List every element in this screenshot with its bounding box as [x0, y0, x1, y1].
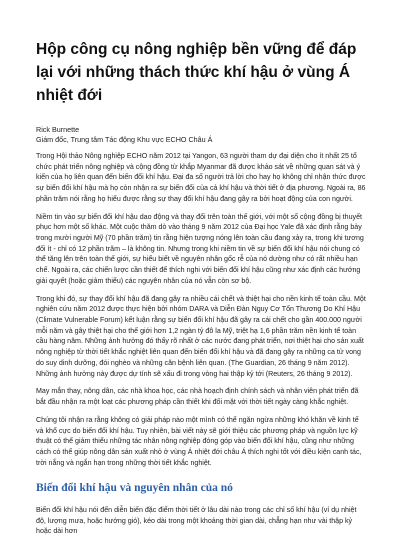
paragraph-2: Niềm tin vào sự biến đổi khí hậu dao động và thay đổi trên toàn thế giới, với một số cộng đồng bị thuyết phục hơn một số khác. Một cuộc thăm dò vào tháng 9 năm 2012 của Đại học Yale đã xác định rằng bảy trong mười người Mỹ (70 phần trăm) tin rằng hiện tượng nóng lên toàn cầu đang xảy ra, trong khi tương đối ít - chỉ có 12 phần trăm – là không tin. Nhưng trong khi niềm tin về sự biến đổi khí hậu nói chung có thể tăng lên trên toàn thế giới, sự hiểu biết về nguyên nhân gốc rễ của nó dường như có rất nhiều hạn chế. Ngoài ra, các chiến lược cần thiết để thích nghi với biến đổi khí hậu cũng như xác định các hướng giải quyết (hoặc giảm thiểu) các nguyên nhân của nó vẫn còn sơ bộ.	[36, 212, 364, 285]
author-name: Rick Burnette	[36, 125, 80, 134]
paragraph-4: May mắn thay, nông dân, các nhà khoa học, các nhà hoạch định chính sách và nhân viên phát triển đã bắt đầu nhận ra một loạt các phương pháp cần thiết khi đối mặt với thời tiết ngày càng khắc nghiệt.	[36, 387, 359, 407]
paragraph-1: Trong Hội thảo Nông nghiệp ECHO năm 2012 tại Yangon, 63 người tham dự đại diện cho ít nhất 25 tổ chức phát triển nông nghiệp và cộng đồng từ khắp Myanmar đã được khảo sát về những quan sát và ý kiến của họ liên quan đến biến đổi khí hậu. Đại đa số người trả lời cho hay họ không chỉ nhận thức được sự biến đổi khí hậu mà họ còn nhận ra sự biến đổi của cả khí hậu và thời tiết ở địa phương. Ngoài ra, 86 phần trăm nói rằng họ hiểu được rằng sự thay đổi khí hậu đang gây ra bởi hoạt động của con người.	[36, 152, 366, 203]
author-role: Giám đốc, Trung tâm Tác động Khu vực ECHO Châu Á	[36, 135, 213, 144]
author-block	[36, 125, 368, 145]
paragraph-3: Trong khi đó, sự thay đổi khí hậu đã đang gây ra nhiều cái chết và thiệt hại cho nền kinh tế toàn cầu. Một nghiên cứu năm 2012 được thực hiện bởi nhóm DARA và Diễn Đàn Nguy Cơ Tổn Thương Do Khí Hậu (Climate Vulnerable Forum) kết luận rằng sự biến đổi khí hậu đã gây ra cái chết cho gần 400.000 người mỗi năm và gây thiệt hại cho thế giới hơn 1,2 ngàn tỷ đô la Mỹ, triệt hạ 1,6 phần trăm nền kinh tế toàn cầu hàng năm. Những ảnh hưởng đó thấy rõ nhất ở các nước đang phát triển, nơi thiệt hại cho sản xuất nông nghiệp từ thời tiết khắc nghiệt liên quan đến biến đổi khí hậu và đã đang gây ra những ca tử vong do suy dinh dưỡng, đói nghèo và những căn bệnh liên quan. (The Guardian, 26 tháng 9 năm 2012). Những ảnh hưởng này được dự tính sẽ xấu đi trong vòng hai thập kỷ tới (Reuters, 26 tháng 9 2012).	[36, 294, 366, 378]
document-title: Hộp công cụ nông nghiệp bền vững để đáp lại với những thách thức khí hậu ở vùng Á nhiệt đới	[36, 41, 357, 104]
section-heading: Biến đổi khí hậu và nguyên nhân của nó	[36, 482, 233, 495]
section-paragraph: Biến đổi khí hậu nói đến diễn biến đặc điểm thời tiết ở lâu dài nào trong các chỉ số khí hậu (ví dụ nhiệt độ, lượng mưa, hoặc hướng gió), kéo dài trong một khoảng thời gian dài, chẳng hạn như vài thập kỷ hoặc dài hơn	[36, 505, 357, 536]
paragraph-5: Chúng tôi nhận ra rằng không có giải pháp nào một mình có thể ngăn ngừa những khó khăn về kinh tế và khổ cực do biến đổi khí hậu. Tuy nhiên, bài viết này sẽ giới thiệu các phương pháp và nguồn lực kỹ thuật có thể giảm thiểu những tác nhân nông nghiệp đóng góp vào biến đổi khí hậu, cũng như những cách có thể giúp nông dân sản xuất nhỏ ở vùng Á nhiệt đới châu Á thích nghi tốt với điều kiện canh tác, trời nắng và ngắn hạn trong những thời tiết khắc nghiệt.	[36, 415, 362, 467]
